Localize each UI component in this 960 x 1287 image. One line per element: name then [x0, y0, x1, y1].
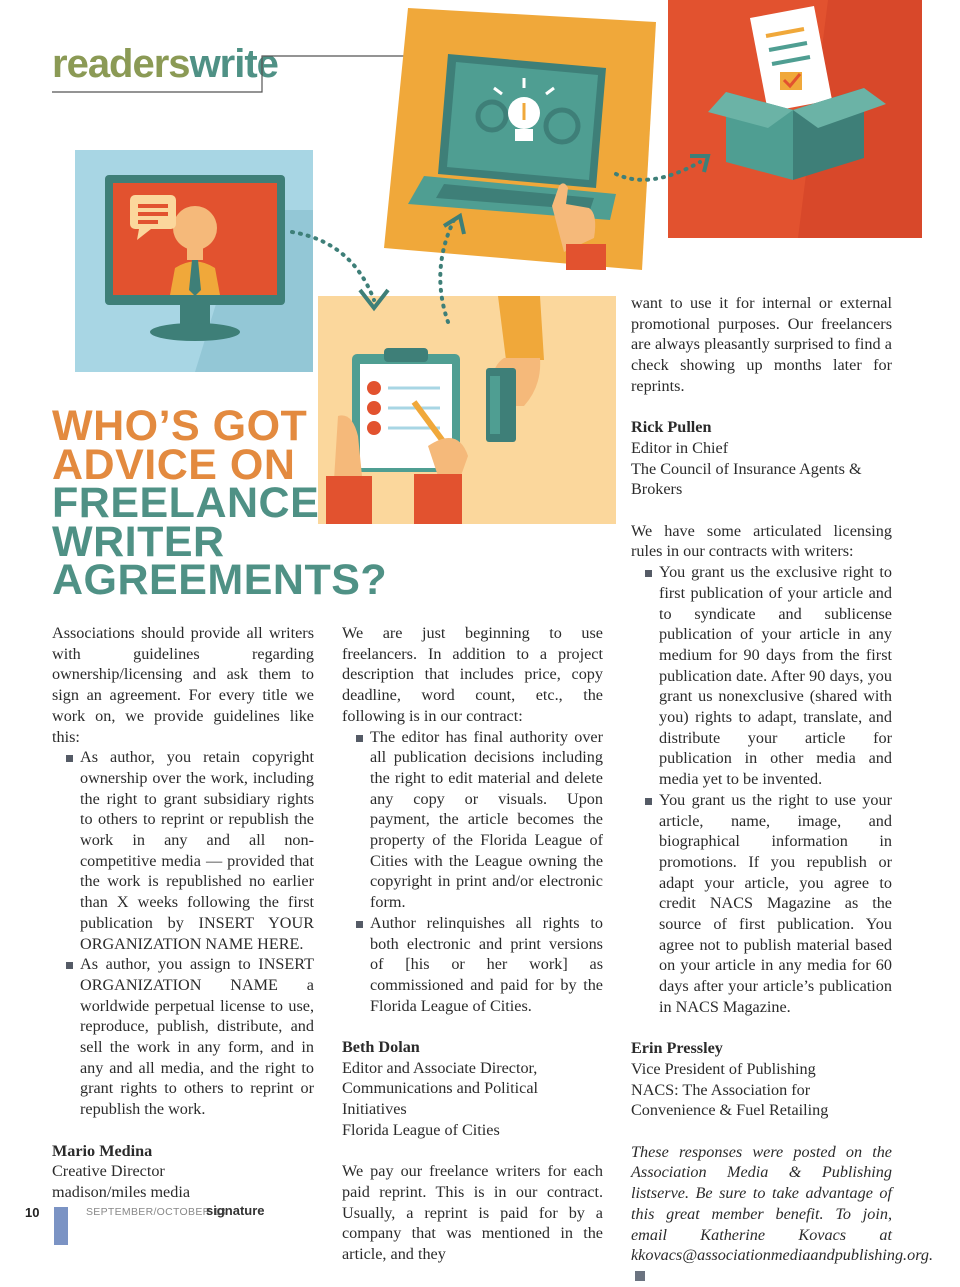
signature-block	[52, 1141, 314, 1203]
column-label-readers: readers	[52, 42, 190, 86]
response-column-1	[52, 623, 314, 1203]
respondent-name: Mario Medina	[52, 1141, 153, 1160]
respondent-name: Erin Pressley	[631, 1039, 723, 1058]
respondent-name: Rick Pullen	[631, 418, 712, 437]
page-number: 10	[25, 1205, 40, 1220]
response-text: We pay our freelance writers for each paid reprint. This is in our contract. Usually, a reprint is paid for by a company that was mentioned in the article, and they	[342, 1162, 603, 1264]
issue-date: SEPTEMBER/OCTOBER 13	[86, 1206, 227, 1218]
list-item: Author relinquishes all rights to both electronic and print versions of [his or her work] as commissioned and paid for by the Florida League of Cities.	[370, 913, 603, 1015]
headline-line: WRITER	[52, 517, 225, 566]
editor-note	[631, 1142, 934, 1287]
magazine-name: signature	[206, 1203, 265, 1218]
response-text: want to use it for internal or external promotional purposes. Our freelancers are always pleasantly surprised to find a check showing up months later for reprints.	[631, 294, 892, 395]
response-intro: Associations should provide all writers with guidelines regarding ownership/licensing and ask them to sign an agreement. For every title we work on, we provide guidelines like this:	[52, 624, 314, 746]
signature-block	[631, 1038, 892, 1121]
headline	[52, 402, 388, 604]
respondent-organization: madison/miles media	[52, 1182, 191, 1201]
list-item: The editor has final authority over all publication decisions including the right to edit material and delete any copy or visuals. Upon payment, the article becomes the property of the Florida League of Cities with the League owning the copyright in print and/or electronic form.	[370, 727, 603, 912]
editor-note-text: These responses were posted on the Association Media & Publishing listserve. Be sure to take advantage of this great member benefit. To join, email Katherine Kovacs at kkovacs@associationmediaandpublishing.org.	[631, 1142, 934, 1265]
guideline-list	[342, 727, 603, 1017]
respondent-title: Editor in Chief	[631, 438, 729, 457]
footer-accent-bar	[54, 1207, 68, 1245]
response-intro: We are just beginning to use freelancers. In addition to a project description that includes price, copy deadline, word count, etc., the following is in our contract:	[342, 624, 603, 725]
response-column-3	[631, 293, 934, 1287]
video-monitor-icon	[75, 150, 313, 372]
list-item: As author, you retain copyright ownership over the work, including the right to grant subsidiary rights to others to reprint or republish the work in any and all non-competitive media — provided that the work is republished no earlier than X weeks following the first publication by INSERT YOUR ORGANIZATION NAME HERE.	[80, 748, 314, 953]
headline-line: FREELANCE	[52, 479, 320, 527]
headline-line: ADVICE ON	[52, 440, 296, 489]
list-item: You grant us the exclusive right to first publication of your article and to syndicate and sublicense publication of your article in any medium for 90 days from the first publication date. After 90 days, you grant us nonexclusive (shared with you) rights to adapt, translate, and distribute your article for publication in other media and media yet to be invented.	[659, 563, 892, 789]
respondent-title: Creative Director	[52, 1162, 165, 1181]
response-column-2	[342, 623, 603, 1265]
respondent-name: Beth Dolan	[342, 1038, 420, 1057]
list-item: As author, you assign to INSERT ORGANIZATION NAME a worldwide perpetual license to use, reproduce, publish, distribute, and sell the work in any form, and in any and all media, and the right to grant rights to others to reprint or republish the work.	[80, 955, 314, 1119]
respondent-title: Vice President of Publishing	[631, 1059, 816, 1078]
guideline-list	[52, 747, 314, 1120]
column-label-write: write	[189, 42, 278, 86]
respondent-title: Editor and Associate Director, Communications and Political Initiatives	[342, 1058, 539, 1119]
headline-line: AGREEMENTS?	[52, 556, 388, 604]
end-mark-icon	[635, 1271, 645, 1281]
signature-block	[631, 417, 892, 500]
signature-block	[342, 1037, 603, 1141]
guideline-list	[631, 562, 892, 1017]
respondent-organization: Florida League of Cities	[342, 1120, 500, 1139]
response-intro: We have some articulated licensing rules in our contracts with writers:	[631, 521, 892, 561]
respondent-organization: NACS: The Association for Convenience & Fuel Retailing	[631, 1080, 829, 1120]
list-item: You grant us the right to use your article, name, image, and biographical information in promotions. If you republish or adapt your article, you agree to credit NACS Magazine as the source of first publication. You agree not to publish material based on your article in any media for 60 days after your article’s publication in NACS Magazine.	[659, 790, 892, 1016]
respondent-organization: The Council of Insurance Agents & Brokers	[631, 459, 862, 499]
headline-line: WHO’S GOT	[52, 402, 308, 450]
